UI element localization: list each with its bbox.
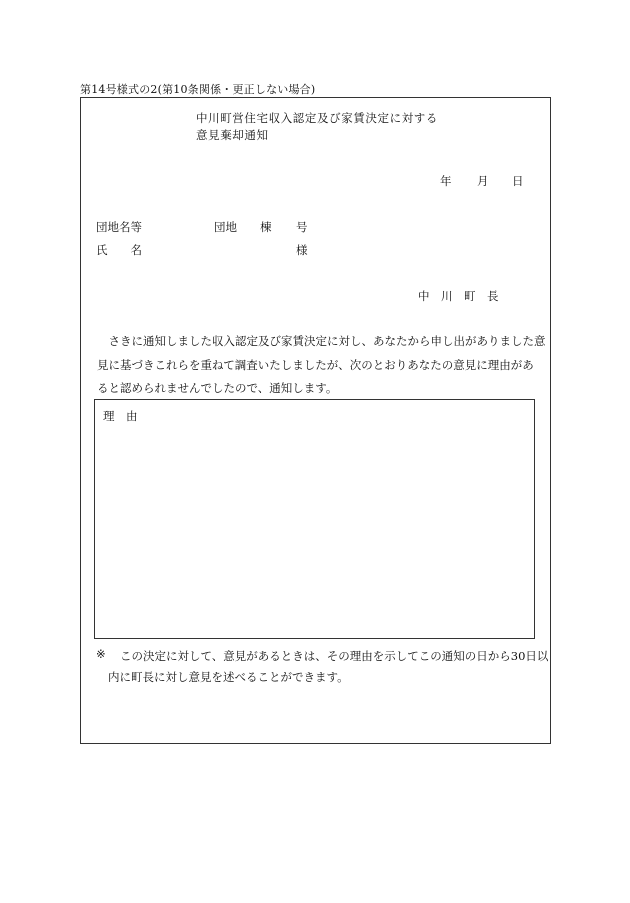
date-month: 月 [477,174,489,188]
form-number-label: 第14号様式の2(第10条関係・更正しない場合) [80,83,316,96]
tou-unit: 棟 [260,220,272,234]
body-line: さきに通知しました収入認定及び家賃決定に対し、あなたから申し出がありました意 [97,334,546,348]
name-label: 氏 名 [96,243,142,257]
body-text [97,330,547,401]
danchi-unit: 団地 [214,220,237,234]
issuer-name: 中 川 町 長 [418,289,499,303]
date-year: 年 [440,174,452,188]
date-day: 日 [512,174,524,188]
body-line: ると認められませんでしたので、通知します。 [97,381,338,395]
document-title-line2: 意見棄却通知 [196,128,269,142]
note-line: この決定に対して、意見があるときは、その理由を示してこの通知の日から30日以 [120,649,549,663]
danchi-label: 団地名等 [96,220,142,234]
note-mark: ※ [96,647,106,661]
honorific-sama: 様 [296,243,308,257]
gou-unit: 号 [296,220,308,234]
document-title-line1: 中川町営住宅収入認定及び家賃決定に対する [196,111,438,125]
reason-box [94,399,535,639]
note-line: 内に町長に対し意見を述べることができます。 [108,670,349,684]
note-text [120,645,548,669]
body-line: 見に基づきこれらを重ねて調査いたしましたが、次のとおりあなたの意見に理由があ [97,357,534,372]
reason-label: 理 由 [103,409,138,423]
